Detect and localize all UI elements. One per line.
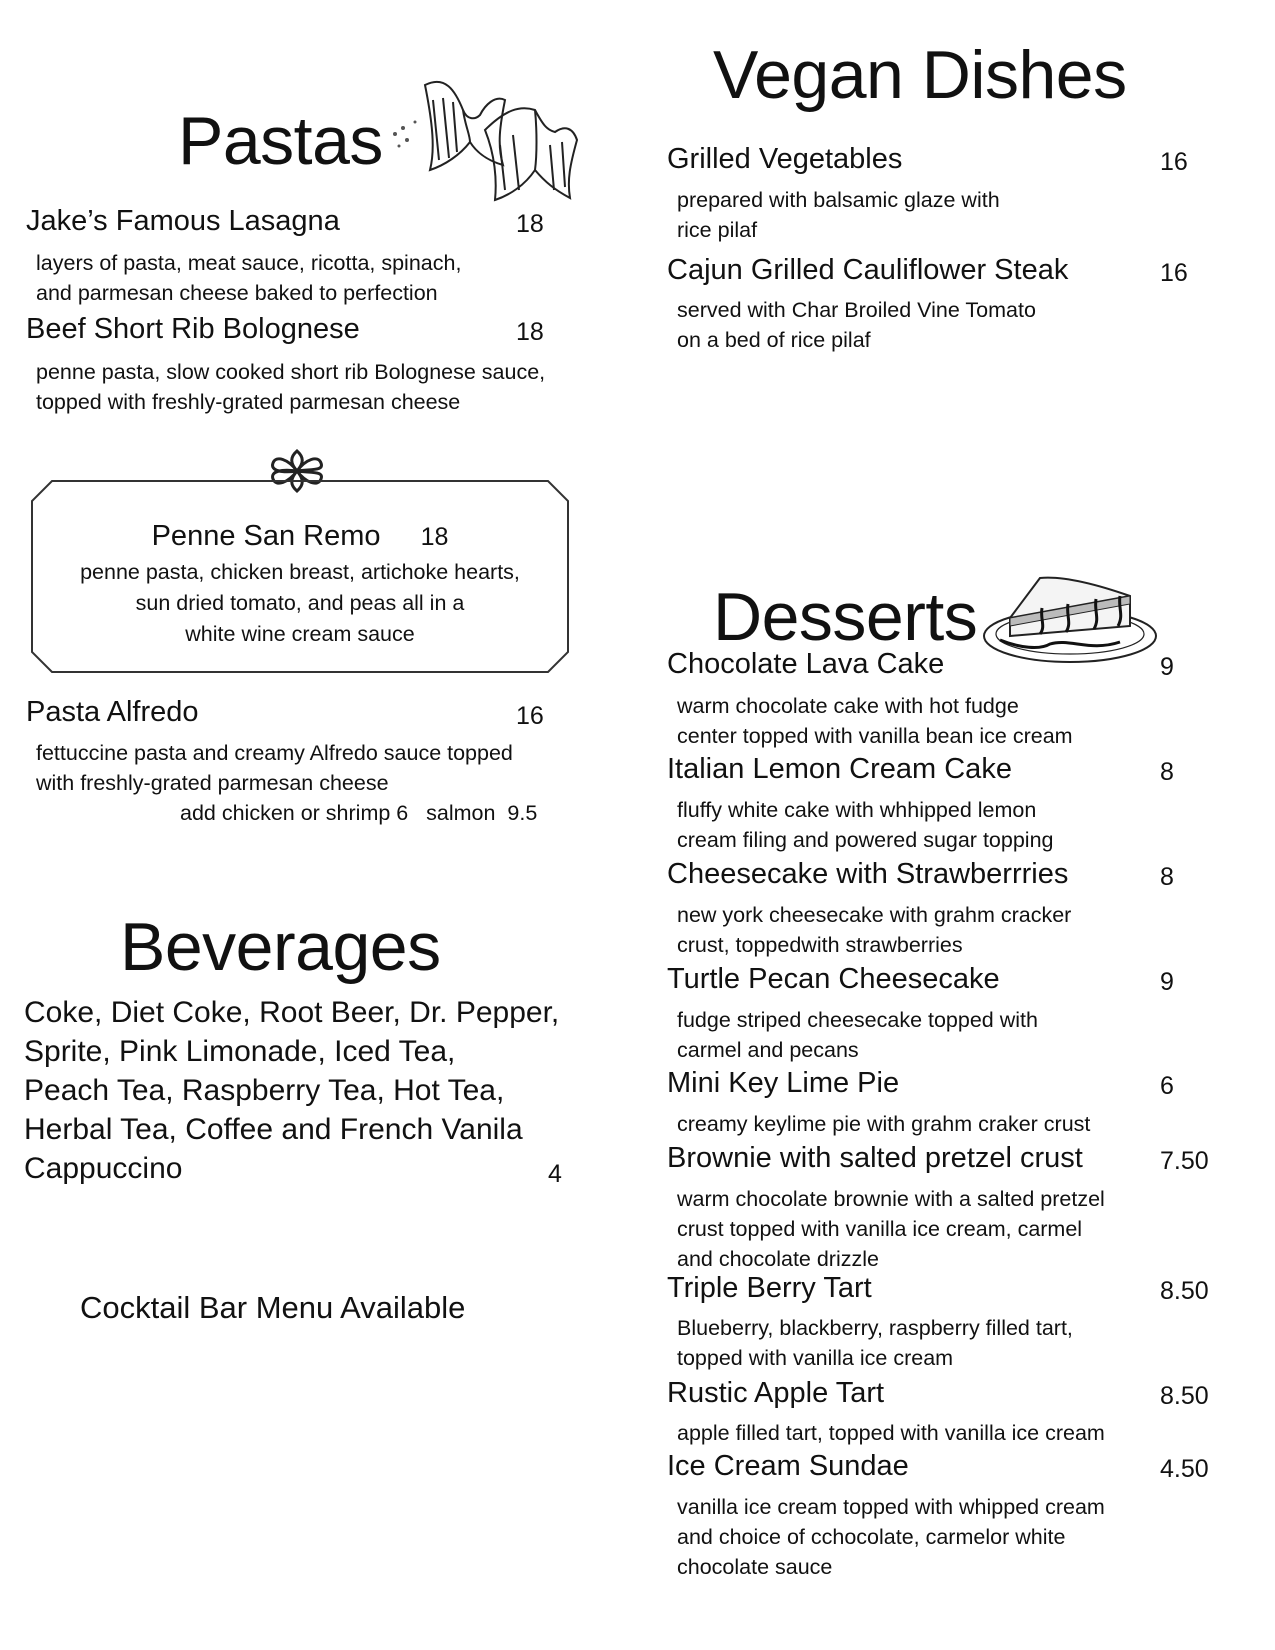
vegan-title: Vegan Dishes bbox=[713, 37, 1127, 113]
item-name: Cheesecake with Strawberrries bbox=[667, 858, 1069, 890]
item-name: Pasta Alfredo bbox=[26, 696, 199, 728]
pastas-title: Pastas bbox=[178, 103, 383, 179]
item-name: Chocolate Lava Cake bbox=[667, 648, 945, 680]
item-description: prepared with balsamic glaze with rice pilaf bbox=[677, 188, 1000, 242]
item-description-line: penne pasta, chicken breast, artichoke hearts, bbox=[80, 560, 520, 584]
item-price: 16 bbox=[1160, 148, 1188, 176]
item-name: Grilled Vegetables bbox=[667, 143, 903, 175]
item-description: warm chocolate brownie with a salted pretzel crust topped with vanilla ice cream, carmel and chocolate drizzle bbox=[677, 1187, 1105, 1271]
item-addon: add chicken or shrimp 6 salmon 9.5 bbox=[180, 801, 538, 825]
item-description-line: sun dried tomato, and peas all in a bbox=[135, 591, 465, 615]
item-name: Ice Cream Sundae bbox=[667, 1450, 909, 1482]
item-description: layers of pasta, meat sauce, ricotta, spinach, and parmesan cheese baked to perfection bbox=[36, 251, 462, 305]
beverage-line: Herbal Tea, Coffee and French Vanila bbox=[24, 1113, 523, 1146]
item-price: 16 bbox=[1160, 259, 1188, 287]
item-price: 9 bbox=[1160, 653, 1174, 681]
item-description: fluffy white cake with whhipped lemon cream filing and powered sugar topping bbox=[677, 798, 1054, 852]
item-name: Turtle Pecan Cheesecake bbox=[667, 963, 1000, 995]
item-name: Brownie with salted pretzel crust bbox=[667, 1142, 1083, 1174]
item-description: creamy keylime pie with grahm craker crust bbox=[677, 1112, 1091, 1136]
item-price: 6 bbox=[1160, 1072, 1174, 1100]
item-description: warm chocolate cake with hot fudge center topped with vanilla bean ice cream bbox=[677, 694, 1073, 748]
featured-item bbox=[30, 520, 570, 650]
item-description: Blueberry, blackberry, raspberry filled tart, topped with vanilla ice cream bbox=[677, 1316, 1073, 1370]
item-price: 8 bbox=[1160, 758, 1174, 786]
item-name: Italian Lemon Cream Cake bbox=[667, 753, 1012, 785]
item-description: fudge striped cheesecake topped with carmel and pecans bbox=[677, 1008, 1038, 1062]
item-name: Beef Short Rib Bolognese bbox=[26, 313, 360, 345]
cheesecake-slice-icon bbox=[980, 568, 1160, 668]
item-price: 9 bbox=[1160, 968, 1174, 996]
beverages-title: Beverages bbox=[120, 909, 441, 985]
beverage-price: 4 bbox=[548, 1160, 562, 1188]
item-price: 18 bbox=[516, 318, 544, 346]
item-description: vanilla ice cream topped with whipped cream and choice of cchocolate, carmelor white chocolate sauce bbox=[677, 1495, 1105, 1579]
bowtie-pasta-icon bbox=[385, 70, 580, 205]
item-description: apple filled tart, topped with vanilla ice cream bbox=[677, 1421, 1105, 1445]
beverage-line: Cappuccino bbox=[24, 1152, 183, 1185]
item-name: Triple Berry Tart bbox=[667, 1272, 872, 1304]
beverage-line: Sprite, Pink Limonade, Iced Tea, bbox=[24, 1035, 456, 1068]
item-price: 16 bbox=[516, 702, 544, 730]
item-price: 8.50 bbox=[1160, 1382, 1209, 1410]
beverage-line: Coke, Diet Coke, Root Beer, Dr. Pepper, bbox=[24, 996, 560, 1029]
item-description: new york cheesecake with grahm cracker crust, toppedwith strawberries bbox=[677, 903, 1072, 957]
item-description: penne pasta, slow cooked short rib Bolognese sauce, topped with freshly-grated parmesan cheese bbox=[36, 360, 546, 414]
item-name: Jake’s Famous Lasagna bbox=[26, 205, 340, 237]
item-name: Mini Key Lime Pie bbox=[667, 1067, 900, 1099]
item-name: Rustic Apple Tart bbox=[667, 1377, 885, 1409]
item-description: served with Char Broiled Vine Tomato on a bed of rice pilaf bbox=[677, 298, 1036, 352]
item-price: 18 bbox=[420, 523, 449, 551]
item-name: Cajun Grilled Cauliflower Steak bbox=[667, 254, 1069, 286]
item-price: 8 bbox=[1160, 863, 1174, 891]
beverage-line: Peach Tea, Raspberry Tea, Hot Tea, bbox=[24, 1074, 505, 1107]
item-price: 4.50 bbox=[1160, 1455, 1209, 1483]
item-price: 18 bbox=[516, 210, 544, 238]
item-name: Penne San Remo bbox=[151, 520, 381, 552]
item-price: 7.50 bbox=[1160, 1147, 1209, 1175]
cocktail-note: Cocktail Bar Menu Available bbox=[80, 1290, 466, 1325]
item-description-line: white wine cream sauce bbox=[185, 622, 415, 646]
item-price: 8.50 bbox=[1160, 1277, 1209, 1305]
item-description: fettuccine pasta and creamy Alfredo sauce topped with freshly-grated parmesan cheese bbox=[36, 741, 513, 795]
desserts-title: Desserts bbox=[713, 579, 978, 655]
